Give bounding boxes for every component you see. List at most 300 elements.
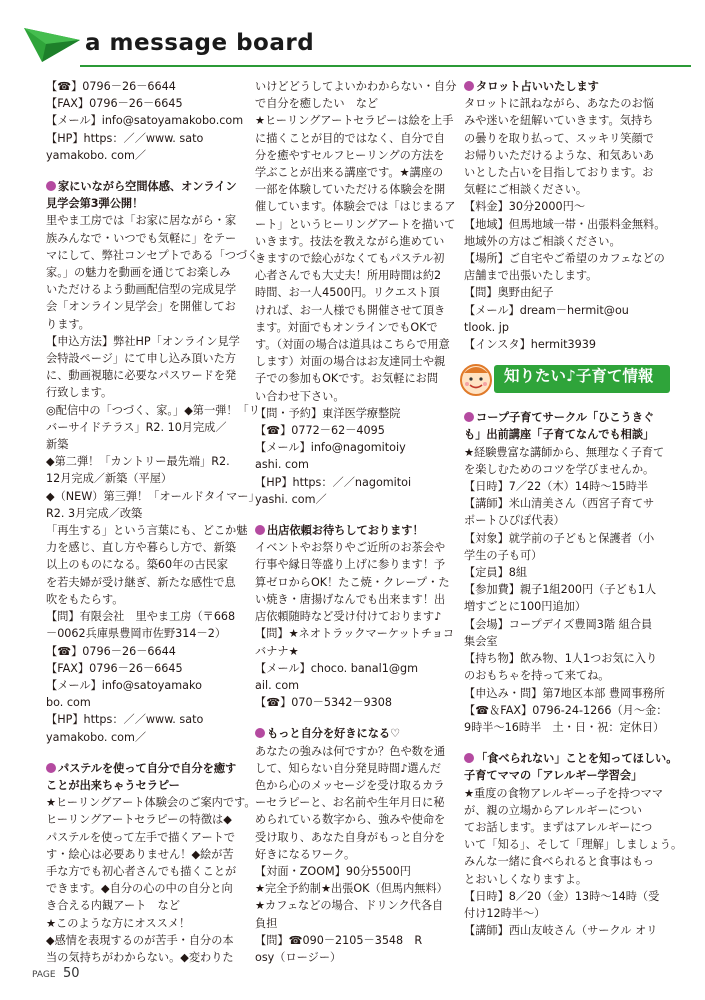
text-content: 【HP】https：／／www. sato (46, 131, 204, 145)
text-content: bo. com (46, 696, 91, 710)
text-line (46, 949, 242, 966)
text-content: 手な方でも初心者さんでも描くことが (46, 864, 237, 878)
text-line (46, 333, 242, 350)
text-line (46, 316, 242, 333)
text-content: 【問】奥野由紀子 (464, 286, 554, 300)
bullet-icon (255, 525, 265, 535)
column-middle (255, 78, 457, 966)
text-content: 【日時】8／20（金）13時～14時（受 (464, 889, 660, 903)
text-content: 【☎】070－5342－9308 (255, 696, 392, 710)
text-content: ashi. com (255, 458, 309, 472)
text-line (46, 453, 242, 470)
text-content: 【☎】0772－62－4095 (255, 424, 385, 438)
text-line (46, 794, 256, 811)
text-line (255, 660, 451, 677)
text-content: き合える内観アート など (46, 899, 180, 913)
text-line (464, 130, 664, 147)
text-content: に描くことが目的ではなく、自分で自 (255, 131, 445, 145)
text-line (464, 905, 664, 922)
text-line (464, 444, 664, 461)
text-content: 【問・予約】東洋医学療整院 (255, 406, 401, 420)
text-content: 【料金】30分2000円～ (464, 200, 586, 214)
text-content: の曇りを取り払って、スッキリ笑顔で (464, 131, 654, 145)
text-line (464, 233, 664, 250)
text-content: 12月完成／新築（平屋） (46, 472, 173, 486)
text-content: 【メール】info@satoyamako (46, 678, 202, 692)
text-line (464, 598, 664, 615)
text-line (46, 147, 242, 164)
page-header (0, 18, 705, 70)
text-line (46, 402, 260, 419)
text-content: 【HP】https：／／www. sato (46, 713, 204, 727)
header-rule (80, 65, 691, 67)
text-line (46, 915, 242, 932)
banner-title: 知りたい♪子育て情報 (504, 367, 654, 386)
text-line (46, 846, 242, 863)
text-line (464, 853, 664, 870)
text-content: 族みんなで・いつでも気軽に」をテー (46, 231, 237, 245)
text-line (464, 564, 664, 581)
text-line (255, 491, 451, 508)
text-line (46, 112, 242, 129)
text-line (255, 915, 451, 932)
text-content: 好きになるワーク。 (255, 847, 356, 861)
section-heading (464, 409, 664, 426)
text-line (255, 336, 451, 353)
text-content: バーサイドテラス」R2. 10月完成／ (46, 420, 227, 434)
text-content: 子での参加もOKです。お気軽にお問 (255, 372, 439, 386)
section-gap (46, 164, 242, 178)
text-content: みや迷いを紐解いていきます。気持ち (464, 114, 654, 128)
text-line (464, 616, 664, 633)
text-content: 【☎＆FAX】0796-24-1266（月～金： (464, 703, 668, 717)
text-content: R2. 3月完成／改築 (46, 506, 143, 520)
text-line (255, 949, 451, 966)
text-line (464, 198, 664, 215)
text-line (255, 829, 451, 846)
text-line (46, 880, 242, 897)
text-line (464, 785, 664, 802)
text-line (464, 95, 664, 112)
text-content: 【問】☎090－2105－3548 R (255, 933, 423, 947)
text-content: して、知らない自分発見時間♪選んだ (255, 761, 441, 775)
text-line (255, 284, 451, 301)
text-line (255, 539, 451, 556)
text-content: 当の気持ちがわからない。◆変わりた (46, 950, 234, 964)
text-content: 家にいながら空間体感、オンライン (58, 180, 237, 194)
text-line (46, 419, 242, 436)
text-line (255, 625, 455, 642)
text-line (464, 495, 664, 512)
text-content: 見学会第3弾公開！ (46, 197, 144, 211)
bullet-icon (46, 763, 56, 773)
text-content: バナナ★ (255, 644, 299, 658)
text-line (46, 811, 242, 828)
page-title: a message board (85, 30, 315, 56)
text-line (46, 932, 242, 949)
section-gap (464, 736, 664, 750)
text-content: 【講師】西山友岐さん（サークル オリ (464, 924, 658, 938)
text-line (46, 897, 242, 914)
text-line (255, 643, 451, 660)
text-content: 【地域】但馬地域一帯・出張料金無料。 (464, 217, 666, 231)
text-line (464, 181, 664, 198)
text-line (464, 702, 668, 719)
text-content: ★完全予約制★出張OK（但馬内無料） (255, 882, 448, 896)
text-line (46, 367, 242, 384)
text-content: 【メール】dream－hermit@ou (464, 303, 629, 317)
text-line (464, 836, 683, 853)
text-line (255, 880, 451, 897)
text-content: 【☎】0796－26－6644 (46, 80, 176, 93)
text-line (46, 281, 242, 298)
smiling-face-icon (456, 361, 500, 397)
section-heading (464, 750, 678, 767)
text-content: 【参加費】親子1組200円（子ども1人 (464, 583, 657, 597)
text-content: 【日時】7／22（木）14時～15時半 (464, 480, 649, 494)
text-content: いただけるよう動画配信型の完成見学 (46, 283, 237, 297)
text-line (255, 777, 451, 794)
text-line (46, 230, 242, 247)
text-line (255, 574, 451, 591)
text-content: yamakobo. com／ (46, 148, 147, 162)
text-line (255, 760, 451, 777)
section-gap (46, 746, 242, 760)
column-right-bottom (464, 409, 683, 939)
text-content: 学ぶことが出来る講座です。★講座の (255, 166, 444, 180)
text-content: ヒーリングアートセラピーの特徴は◆ (46, 813, 232, 827)
text-content: 分を癒やすセルフヒーリングの方法を (255, 148, 445, 162)
text-line (46, 643, 242, 660)
text-line (464, 888, 664, 905)
text-line (255, 233, 451, 250)
text-line (46, 677, 242, 694)
text-content: yashi. com／ (255, 492, 327, 506)
text-line (464, 267, 664, 284)
text-content: 【☎】0796－26－6644 (46, 644, 176, 658)
text-content: す。（対面の場合は道具はこちらで用意 (255, 338, 450, 352)
text-content: 会「オンライン見学会」を開催してお (46, 300, 236, 314)
text-line (255, 130, 451, 147)
text-content: 算ゼロからOK！たこ焼・クレープ・た (255, 575, 450, 589)
text-content: められている数字から、強みや使命を (255, 813, 446, 827)
text-content: 【メール】info@satoyamakobo.com (46, 114, 244, 128)
text-content: い合わせ下さい。 (255, 389, 345, 403)
section-heading (464, 426, 664, 443)
text-content: 【会場】コープデイズ豊岡3階 組合員 (464, 617, 653, 631)
text-content: 集会室 (464, 634, 498, 648)
text-line (255, 846, 451, 863)
text-line (255, 743, 451, 760)
section-gap (255, 508, 451, 522)
text-content: 催しています。体験会では「はじまるア (255, 200, 456, 214)
text-line (46, 130, 242, 147)
text-content: パステルを使って自分で自分を癒す (58, 761, 237, 775)
text-content: ことが出来ちゃうセラピー (46, 778, 180, 792)
text-content: 力を感じ、直し方や暮らし方で、新築 (46, 541, 236, 555)
text-line (255, 811, 451, 828)
text-content: 【申込み・問】第7地区本部 豊岡事務所 (464, 686, 665, 700)
text-content: 増すごとに100円追加） (464, 600, 587, 614)
text-content: します）対面の場合はお友達同士や親 (255, 355, 446, 369)
text-line (46, 625, 242, 642)
text-line (255, 95, 451, 112)
text-line (255, 456, 451, 473)
text-content: ◆感情を表現するのが苦手・自分の本 (46, 933, 234, 947)
text-line (255, 439, 451, 456)
text-line (46, 350, 242, 367)
text-line (464, 633, 664, 650)
text-content: 新築 (46, 438, 69, 452)
text-content: を若夫婦が受け継ぎ、新たな感性で息 (46, 575, 236, 589)
text-content: あなたの強みは何ですか？色や数を通 (255, 744, 446, 758)
text-line (46, 505, 242, 522)
text-content: 【メール】info@nagomitoiy (255, 441, 406, 455)
section-heading (46, 777, 242, 794)
text-line (46, 608, 242, 625)
text-content: タロット占いいたします (476, 80, 599, 93)
text-line (255, 932, 451, 949)
text-line (255, 302, 451, 319)
text-line (255, 164, 451, 181)
text-content: 【講師】米山清美さん（西宮子育てサ (464, 497, 655, 511)
text-content: で自分を癒したい など (255, 97, 379, 111)
text-content: 【HP】https：／／nagomitoi (255, 475, 412, 489)
text-content: 「食べられない」ことを知ってほしい。 (476, 752, 678, 766)
text-content: パステルを使って左手で描くアートで (46, 830, 236, 844)
text-line (464, 871, 664, 888)
text-line (464, 112, 664, 129)
text-content: いとした占いを目指しております。お (464, 166, 654, 180)
text-line (464, 650, 664, 667)
text-content: 行事や縁日等盛り上げに参ります！予 (255, 558, 446, 572)
text-content: 店舗まで出張いたします。 (464, 269, 598, 283)
text-line (46, 247, 270, 264)
text-line (255, 608, 451, 625)
text-line (46, 470, 242, 487)
text-content: 以上のものになる。築60年の古民家 (46, 558, 229, 572)
text-content: コープ子育てサークル「ひこうきぐ (476, 411, 655, 425)
text-content: 時間、お一人4500円。リクエスト頂 (255, 286, 440, 300)
text-content: とおいしくなりますよ。 (464, 872, 588, 886)
text-content: －0062兵庫県豊岡市佐野314－2） (46, 627, 227, 641)
bullet-icon (464, 412, 474, 422)
text-content: ◆第二弾！「カントリー最先端」R2. (46, 455, 230, 469)
text-content: のおもちゃを持って来てね。 (464, 669, 610, 683)
text-content: もっと自分を好きになる♡ (267, 727, 401, 741)
text-line (46, 574, 242, 591)
text-content: マにして、弊社コンセプトである「つづく、 (46, 248, 270, 262)
text-content: ければ、お一人様でも開催させて頂き (255, 303, 446, 317)
text-line (464, 302, 664, 319)
text-line (255, 794, 451, 811)
text-line (46, 78, 242, 95)
text-content: tlook. jp (464, 320, 509, 334)
text-content: 【持ち物】飲み物、1人1つお気に入り (464, 652, 658, 666)
text-content: いきます。技法を教えながら進めてい (255, 234, 445, 248)
text-line (46, 829, 242, 846)
text-line (255, 556, 451, 573)
text-line (255, 474, 451, 491)
text-line (255, 694, 451, 711)
text-content: ★ヒーリングアート体験会のご案内です。 (46, 796, 256, 810)
text-line (46, 729, 242, 746)
text-content: 地域外の方はご相談ください。 (464, 234, 621, 248)
page-number: 50 (63, 966, 80, 981)
text-content: いけどどうしてよいかわからない・自分 (255, 80, 457, 93)
text-line (255, 353, 451, 370)
text-content: ★経験豊富な講師から、無理なく子育て (464, 445, 665, 459)
text-line (255, 267, 451, 284)
text-content: ます。対面でもオンラインでもOKで (255, 320, 438, 334)
text-line (464, 147, 664, 164)
text-content: てお話します。まずはアレルギーにつ (464, 820, 653, 834)
text-line (46, 694, 242, 711)
text-content: きますので絵心がなくてもパステル初 (255, 252, 445, 266)
section-banner (456, 359, 664, 397)
text-content: できます。◆自分の心の中の自分と向 (46, 882, 233, 896)
text-line (255, 370, 451, 387)
text-line (255, 677, 451, 694)
text-line (464, 478, 664, 495)
text-line (255, 78, 457, 95)
text-content: が、親の立場からアレルギーについ (464, 803, 643, 817)
text-line (255, 112, 454, 129)
text-line (46, 711, 242, 728)
text-line (464, 922, 664, 939)
text-content: 心者さんでも大丈夫！所用時間は約2 (255, 269, 442, 283)
text-line (464, 216, 664, 233)
text-content: osy（ロージー） (255, 950, 342, 964)
section-gap (255, 711, 451, 725)
page-label: PAGE (32, 970, 56, 980)
text-line (255, 863, 451, 880)
text-content: 負担 (255, 916, 278, 930)
text-line (464, 581, 664, 598)
text-content: 里やま工房では「お家に居ながら・家 (46, 214, 237, 228)
text-content: 付け12時半～） (464, 906, 546, 920)
text-content: お帰りいただけるような、和気あいあ (464, 148, 655, 162)
section-heading (464, 767, 664, 784)
text-line (255, 897, 451, 914)
text-content: 学生の子も可） (464, 548, 543, 562)
text-content: みんな一緒に食べられると食事はもっ (464, 855, 655, 869)
text-line (46, 863, 242, 880)
text-content: も」出前講座「子育てなんでも相談」 (464, 428, 655, 442)
text-content: 【問】★ネオトラックマーケットチョコ (255, 627, 455, 641)
text-line (46, 539, 242, 556)
text-line (46, 436, 242, 453)
section-heading (464, 78, 664, 95)
text-line (255, 181, 451, 198)
text-line (255, 319, 451, 336)
text-content: いて「知る」、そして「理解」しましょう。 (464, 838, 683, 852)
paper-plane-icon (20, 22, 82, 66)
text-content: 【申込方法】弊社HP「オンライン見学 (46, 334, 240, 348)
text-line (46, 556, 242, 573)
text-line (46, 591, 242, 608)
text-content: 【FAX】0796－26－6645 (46, 661, 183, 675)
text-content: ◆（NEW）第三弾！「オールドタイマー」 (46, 489, 260, 503)
column-right (464, 78, 683, 939)
text-line (46, 384, 242, 401)
bullet-icon (46, 181, 56, 191)
text-line (464, 461, 664, 478)
text-content: 出店依頼お待ちしております！ (267, 524, 424, 538)
text-line (46, 212, 242, 229)
text-line (464, 685, 664, 702)
text-content: す・絵心は必要ありません！◆絵が苦 (46, 847, 234, 861)
text-line (46, 298, 242, 315)
text-line (464, 319, 664, 336)
text-line (464, 250, 664, 267)
text-content: ーセラピーと、お名前や生年月日に秘 (255, 796, 445, 810)
bullet-icon (464, 753, 474, 763)
text-line (255, 250, 451, 267)
text-line (46, 264, 242, 281)
text-content: ります。 (46, 317, 90, 331)
text-content: タロットに訊ねながら、あなたのお悩 (464, 97, 654, 111)
text-content: 家。」の魅力を動画を通じてお楽しみ (46, 266, 231, 280)
text-line (464, 547, 664, 564)
text-content: 【対面・ZOOM】90分5500円 (255, 864, 411, 878)
text-line (46, 488, 260, 505)
text-content: 受け取り、あなた自身がもっと自分を (255, 830, 446, 844)
section-heading (46, 195, 242, 212)
text-line (464, 819, 664, 836)
text-line (255, 388, 451, 405)
text-content: 「再生する」という言葉にも、どこか魅 (46, 524, 248, 538)
text-content: 【問】有限会社 里やま工房（〒668 (46, 610, 236, 624)
text-content: い焼き・唐揚げなんでも出来ます！出 (255, 592, 446, 606)
text-line (255, 422, 451, 439)
text-content: 【インスタ】hermit3939 (464, 338, 597, 352)
text-line (464, 530, 664, 547)
text-line (46, 95, 242, 112)
text-content: ポートひぴぽ代表） (464, 514, 565, 528)
text-content: ★このような方にオススメ！ (46, 916, 191, 930)
text-line (255, 147, 451, 164)
text-content: 行致します。 (46, 386, 113, 400)
text-line (464, 719, 664, 736)
text-content: ★カフェなどの場合、ドリンク代各自 (255, 899, 444, 913)
text-line (255, 591, 451, 608)
text-line (464, 336, 664, 353)
text-line (464, 512, 664, 529)
text-line (464, 284, 664, 301)
text-content: 気軽にご相談ください。 (464, 183, 588, 197)
text-line (255, 405, 451, 422)
text-content: 店依頼随時など受け付けております♪ (255, 610, 442, 624)
text-content: 色から心のメッセージを受け取るカラ (255, 778, 445, 792)
text-content: 【定員】8組 (464, 566, 528, 580)
column-right-top (464, 78, 664, 353)
text-content: 【メール】choco. banal1@gm (255, 661, 419, 675)
section-heading (255, 522, 451, 539)
text-line (464, 164, 664, 181)
text-content: 一部を体験していただける体験会を開 (255, 183, 446, 197)
bullet-icon (255, 728, 265, 738)
text-content: ★ヒーリングアートセラピーは絵を上手 (255, 114, 454, 128)
text-line (255, 198, 456, 215)
text-line (46, 660, 242, 677)
text-content: 【場所】ご自宅やご希望のカフェなどの (464, 252, 665, 266)
text-content: yamakobo. com／ (46, 730, 147, 744)
text-content: に、動画視聴に必要なパスワードを発 (46, 369, 237, 383)
text-content: を楽しむためのコツを学びませんか。 (464, 462, 655, 476)
section-heading (46, 760, 242, 777)
text-content: ート」というヒーリングアートを描いて (255, 217, 456, 231)
